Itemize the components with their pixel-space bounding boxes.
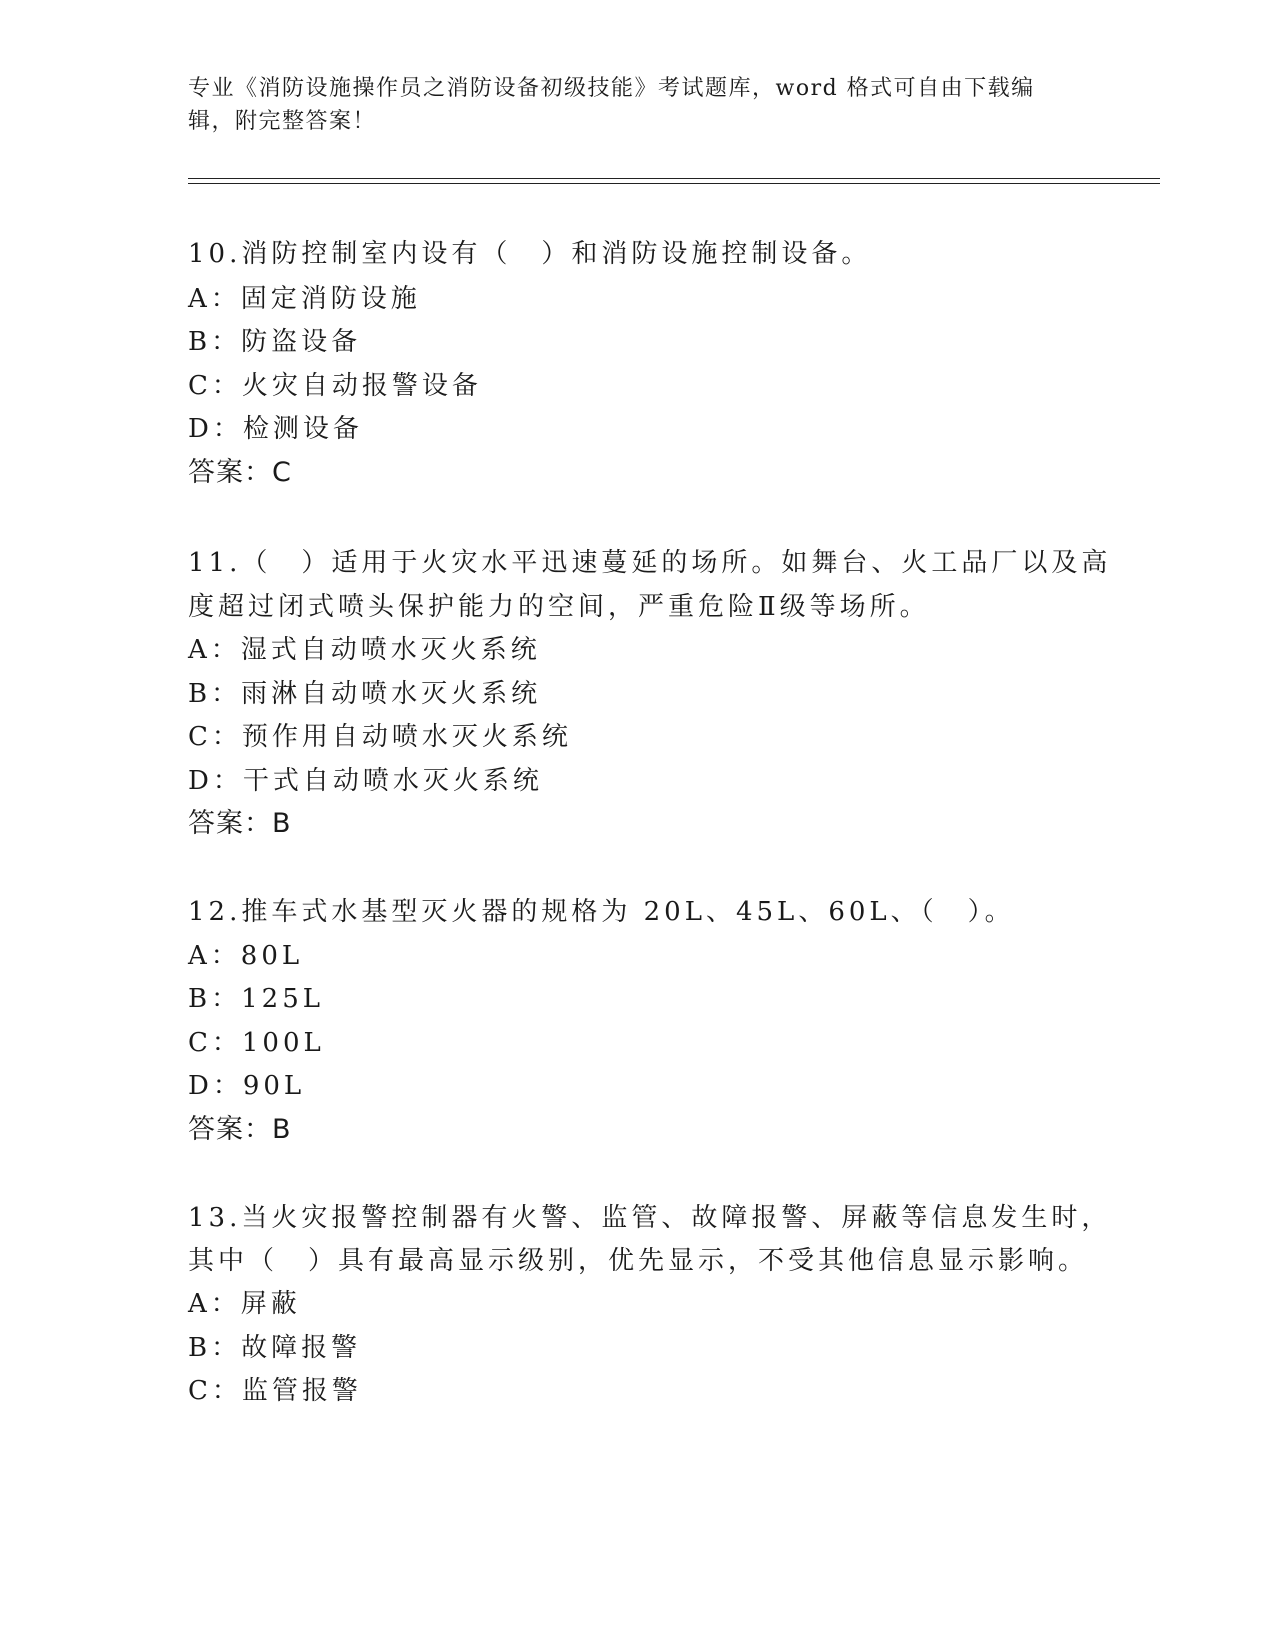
- question-10-option-c: C：火灾自动报警设备: [188, 371, 482, 401]
- question-12-option-c: C：100L: [188, 1028, 325, 1058]
- question-10-answer: 答案：C: [188, 457, 292, 488]
- question-12-answer: 答案：B: [188, 1114, 292, 1145]
- question-11-stem-line-2: 度超过闭式喷头保护能力的空间，严重危险Ⅱ级等场所。: [188, 592, 930, 622]
- header-line-1: 专业《消防设施操作员之消防设备初级技能》考试题库，word 格式可自由下载编: [188, 76, 1035, 101]
- question-11-answer: 答案：B: [188, 808, 292, 839]
- question-13-stem-line-2: 其中（ ）具有最高显示级别，优先显示，不受其他信息显示影响。: [188, 1246, 1089, 1276]
- document-header: [188, 72, 1068, 138]
- question-12-stem: 12.推车式水基型灭火器的规格为 20L、45L、60L、（ ）。: [188, 897, 1015, 927]
- question-12-option-b: B：125L: [188, 984, 324, 1014]
- header-divider-bottom: [188, 183, 1160, 184]
- question-13-stem-line-1: 13.当火灾报警控制器有火警、监管、故障报警、屏蔽等信息发生时，: [188, 1203, 1112, 1233]
- header-divider-top: [188, 178, 1160, 179]
- question-11-option-a: A：湿式自动喷水灭火系统: [188, 635, 541, 665]
- question-10-option-a: A：固定消防设施: [188, 284, 421, 314]
- question-11-stem-line-1: 11.（ ）适用于火灾水平迅速蔓延的场所。如舞台、火工品厂以及高: [188, 548, 1112, 578]
- question-11-option-c: C：预作用自动喷水灭火系统: [188, 722, 572, 752]
- question-13-option-b: B：故障报警: [188, 1333, 362, 1363]
- question-13-option-a: A：屏蔽: [188, 1289, 301, 1319]
- question-10-option-b: B：防盗设备: [188, 327, 362, 357]
- question-11-option-d: D：干式自动喷水灭火系统: [188, 766, 543, 796]
- question-12-option-a: A：80L: [188, 941, 304, 971]
- question-13-option-c: C：监管报警: [188, 1376, 362, 1406]
- header-line-2: 辑，附完整答案！: [188, 109, 377, 134]
- question-10-option-d: D：检测设备: [188, 414, 363, 444]
- question-12-option-d: D：90L: [188, 1071, 306, 1101]
- question-11-option-b: B：雨淋自动喷水灭火系统: [188, 679, 542, 709]
- question-10-stem: 10.消防控制室内设有（ ）和消防设施控制设备。: [188, 239, 872, 269]
